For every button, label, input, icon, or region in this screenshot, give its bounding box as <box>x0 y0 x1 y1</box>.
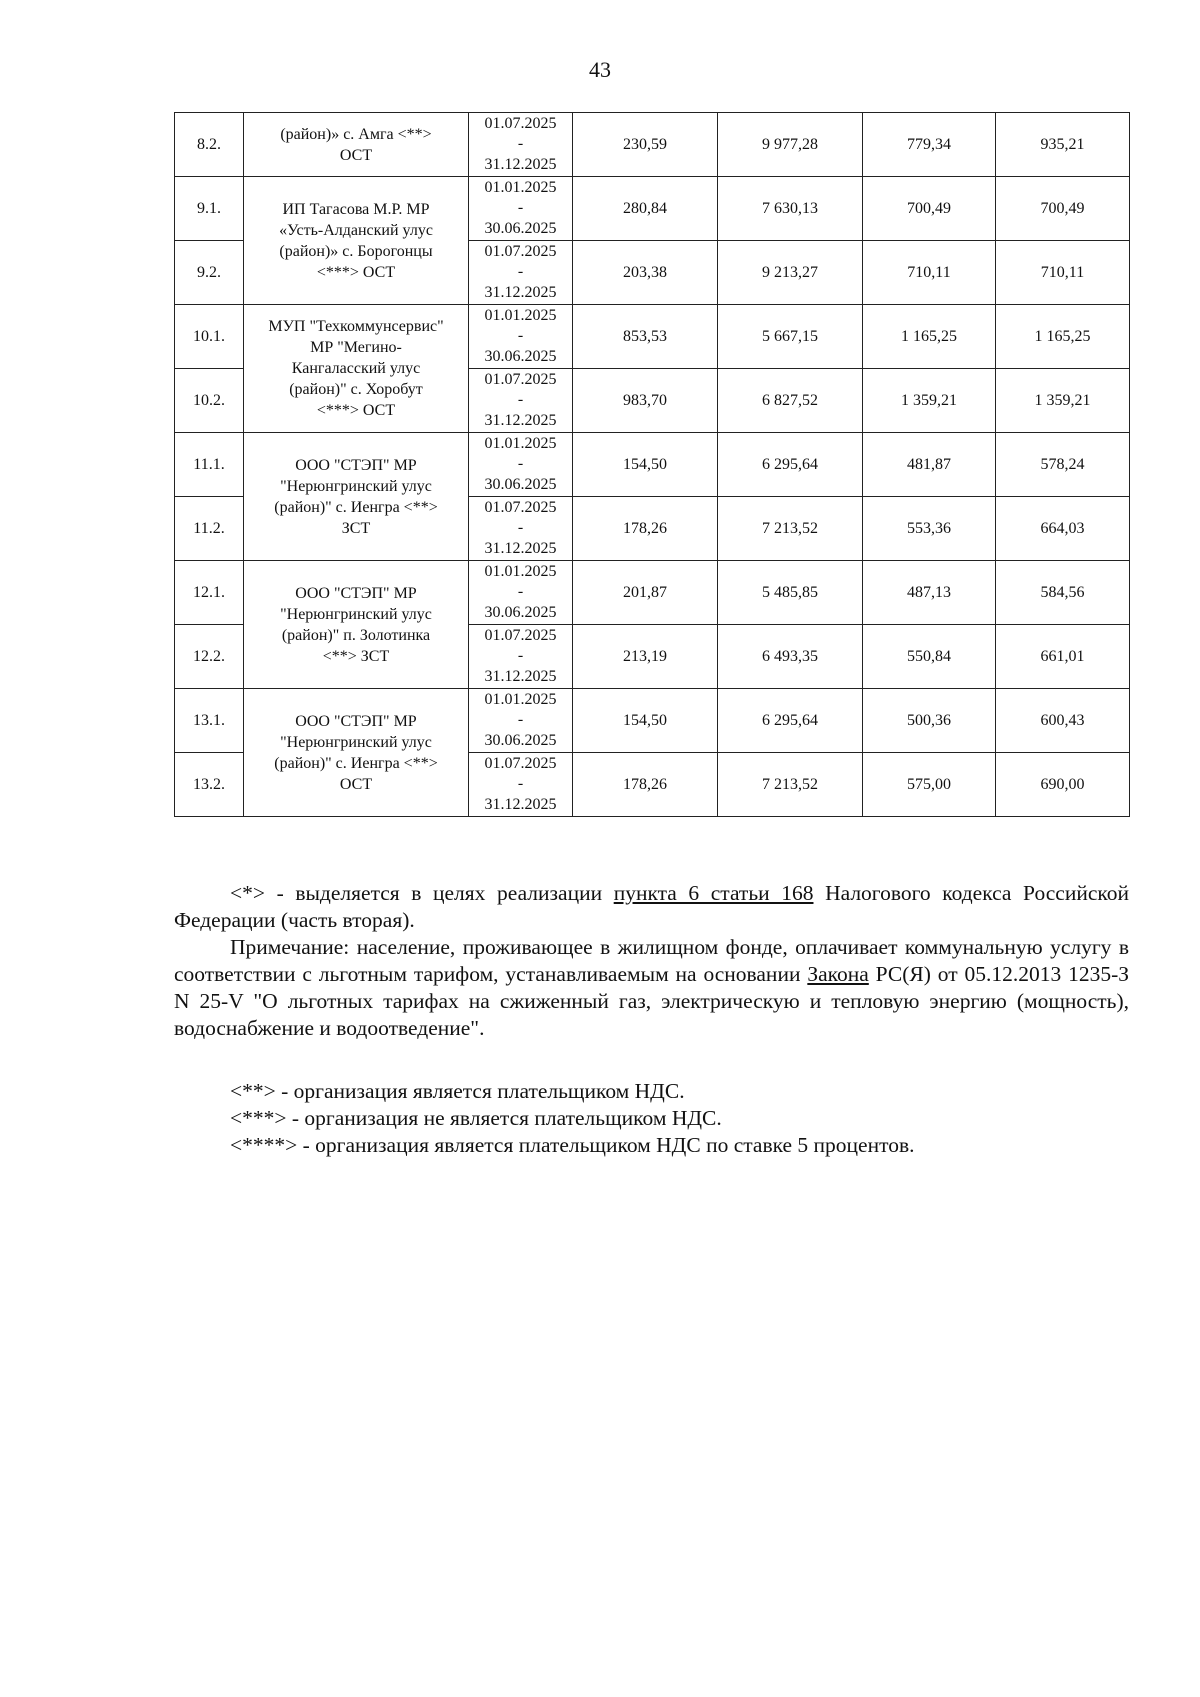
period-line: 31.12.2025 <box>484 667 557 685</box>
organization-cell <box>244 113 469 177</box>
organization-line: <***> ОСТ <box>316 402 396 419</box>
organization-line: ИП Тагасова М.Р. МР <box>282 200 430 218</box>
value-cell-4: 690,00 <box>996 753 1130 817</box>
value-cell-1: 178,26 <box>573 753 718 817</box>
value-cell-2: 5 667,15 <box>718 305 863 369</box>
value-cell-3: 500,36 <box>863 689 996 753</box>
row-number-cell: 10.2. <box>175 369 244 433</box>
period-line: 31.12.2025 <box>484 155 557 173</box>
period-line: 30.06.2025 <box>484 219 557 237</box>
period-cell <box>469 305 573 369</box>
organization-line: Кангаласский улус <box>291 360 421 377</box>
value-cell-3: 710,11 <box>863 241 996 305</box>
organization-cell <box>244 305 469 433</box>
organization-line: <***> ОСТ <box>316 263 396 281</box>
value-cell-1: 178,26 <box>573 497 718 561</box>
organization-line: (район)" с. Хоробут <box>289 381 423 398</box>
period-line: 01.01.2025 <box>484 434 557 452</box>
period-line: 30.06.2025 <box>484 731 557 749</box>
period-line: 01.07.2025 <box>484 242 557 260</box>
note-preferential-tariff: Примечание: население, проживающее в жилищном фонде, оплачивает коммунальную услугу в соответствии с льготным тарифом, устанавливаемым на основании Закона РС(Я) от 05.12.2013 1235-З N 25-V "О льготных тарифах на сжиженный газ, электрическую и тепловую энергию (мощность), водоснабжение и водоотведение". <box>174 935 1130 1040</box>
period-line: 31.12.2025 <box>484 795 557 813</box>
tax-code-link[interactable]: пункта 6 статьи 168 <box>613 881 814 905</box>
organization-line: "Нерюнгринский улус <box>280 605 432 623</box>
row-number-cell: 13.2. <box>175 753 244 817</box>
organization-line: (район)" с. Иенгра <**> <box>274 498 438 516</box>
value-cell-4: 584,56 <box>996 561 1130 625</box>
organization-line: "Нерюнгринский улус <box>280 733 432 751</box>
value-cell-1: 203,38 <box>573 241 718 305</box>
value-cell-4: 710,11 <box>996 241 1130 305</box>
value-cell-2: 7 630,13 <box>718 177 863 241</box>
value-cell-4: 578,24 <box>996 433 1130 497</box>
table-row <box>175 113 1130 177</box>
organization-cell <box>244 433 469 561</box>
value-cell-2: 7 213,52 <box>718 497 863 561</box>
organization-line: «Усть-Алданский улус <box>279 221 433 239</box>
period-line: 01.01.2025 <box>484 178 557 196</box>
table-row <box>175 305 1130 369</box>
row-number-cell: 9.1. <box>175 177 244 241</box>
period-line: 01.01.2025 <box>484 562 557 580</box>
value-cell-4: 600,43 <box>996 689 1130 753</box>
period-cell <box>469 369 573 433</box>
footnote-vat-exemption: <*> - выделяется в целях реализации пункта 6 статьи 168 Налогового кодекса Российской Федерации (часть вторая). <box>174 881 1129 932</box>
organization-line: (район)» с. Борогонцы <box>279 242 433 260</box>
period-line: 01.07.2025 <box>484 754 557 772</box>
organization-cell <box>244 561 469 689</box>
value-cell-1: 983,70 <box>573 369 718 433</box>
period-line: - <box>517 327 524 345</box>
period-line: - <box>517 391 524 409</box>
organization-line: (район)» с. Амга <**> <box>280 125 432 143</box>
organization-line: ОСТ <box>339 775 373 793</box>
organization-cell <box>244 177 469 305</box>
period-cell <box>469 433 573 497</box>
period-line: - <box>517 199 524 217</box>
period-line: 01.07.2025 <box>484 114 557 132</box>
period-line: - <box>517 583 524 601</box>
organization-cell <box>244 689 469 817</box>
organization-line: ООО "СТЭП" МР <box>295 584 417 602</box>
value-cell-1: 280,84 <box>573 177 718 241</box>
value-cell-3: 700,49 <box>863 177 996 241</box>
period-cell <box>469 561 573 625</box>
row-number-cell: 8.2. <box>175 113 244 177</box>
period-cell <box>469 625 573 689</box>
organization-line: МР "Мегино- <box>310 339 402 356</box>
period-cell <box>469 177 573 241</box>
table-row <box>175 689 1130 753</box>
value-cell-2: 5 485,85 <box>718 561 863 625</box>
value-cell-3: 575,00 <box>863 753 996 817</box>
period-line: 30.06.2025 <box>484 347 557 365</box>
period-line: - <box>517 775 524 793</box>
value-cell-4: 664,03 <box>996 497 1130 561</box>
value-cell-3: 1 359,21 <box>863 369 996 433</box>
value-cell-4: 935,21 <box>996 113 1130 177</box>
row-number-cell: 11.2. <box>175 497 244 561</box>
organization-line: МУП "Техкоммунсервис" <box>268 318 444 335</box>
period-line: - <box>517 711 524 729</box>
period-line: - <box>517 647 524 665</box>
period-line: - <box>517 135 524 153</box>
row-number-cell: 9.2. <box>175 241 244 305</box>
value-cell-4: 1 359,21 <box>996 369 1130 433</box>
organization-line: ООО "СТЭП" МР <box>295 712 417 730</box>
value-cell-3: 550,84 <box>863 625 996 689</box>
period-line: 01.07.2025 <box>484 626 557 644</box>
period-cell <box>469 113 573 177</box>
value-cell-1: 213,19 <box>573 625 718 689</box>
value-cell-2: 6 827,52 <box>718 369 863 433</box>
value-cell-2: 9 977,28 <box>718 113 863 177</box>
period-line: 30.06.2025 <box>484 475 557 493</box>
value-cell-1: 230,59 <box>573 113 718 177</box>
period-line: - <box>517 519 524 537</box>
period-line: 01.01.2025 <box>484 690 557 708</box>
tariff-table <box>174 112 1130 817</box>
period-cell <box>469 753 573 817</box>
period-cell <box>469 241 573 305</box>
period-line: 31.12.2025 <box>484 283 557 301</box>
notes-section <box>174 880 1129 1042</box>
organization-line: ООО "СТЭП" МР <box>295 456 417 474</box>
period-line: 31.12.2025 <box>484 539 557 557</box>
organization-line: (район)" п. Золотинка <box>281 626 431 644</box>
legend-item: <***> - организация не является плательщиком НДС. <box>230 1106 722 1130</box>
law-link[interactable]: Закона <box>807 962 869 986</box>
organization-line: "Нерюнгринский улус <box>280 477 432 495</box>
row-number-cell: 11.1. <box>175 433 244 497</box>
value-cell-1: 201,87 <box>573 561 718 625</box>
organization-line: (район)" с. Иенгра <**> <box>274 754 438 772</box>
period-line: 01.01.2025 <box>484 306 557 324</box>
value-cell-2: 6 295,64 <box>718 433 863 497</box>
organization-line: ЗСТ <box>341 519 371 537</box>
period-line: 30.06.2025 <box>484 603 557 621</box>
value-cell-4: 661,01 <box>996 625 1130 689</box>
value-cell-1: 853,53 <box>573 305 718 369</box>
period-cell <box>469 497 573 561</box>
page-number: 43 <box>589 57 611 82</box>
value-cell-3: 1 165,25 <box>863 305 996 369</box>
value-cell-2: 6 295,64 <box>718 689 863 753</box>
legend-item: <****> - организация является плательщиком НДС по ставке 5 процентов. <box>230 1133 915 1157</box>
value-cell-3: 553,36 <box>863 497 996 561</box>
value-cell-1: 154,50 <box>573 689 718 753</box>
table-row <box>175 561 1130 625</box>
vat-legend <box>230 1078 1130 1159</box>
period-line: 01.07.2025 <box>484 370 557 388</box>
value-cell-2: 7 213,52 <box>718 753 863 817</box>
table-row <box>175 433 1130 497</box>
table-row <box>175 177 1130 241</box>
row-number-cell: 12.2. <box>175 625 244 689</box>
legend-item: <**> - организация является плательщиком НДС. <box>230 1079 685 1103</box>
value-cell-2: 6 493,35 <box>718 625 863 689</box>
period-line: - <box>517 263 524 281</box>
row-number-cell: 12.1. <box>175 561 244 625</box>
row-number-cell: 13.1. <box>175 689 244 753</box>
value-cell-3: 779,34 <box>863 113 996 177</box>
period-cell <box>469 689 573 753</box>
period-line: - <box>517 455 524 473</box>
organization-line: ОСТ <box>339 146 373 164</box>
organization-line: <**> ЗСТ <box>322 647 390 665</box>
period-line: 31.12.2025 <box>484 411 557 429</box>
value-cell-4: 1 165,25 <box>996 305 1130 369</box>
value-cell-3: 481,87 <box>863 433 996 497</box>
value-cell-2: 9 213,27 <box>718 241 863 305</box>
period-line: 01.07.2025 <box>484 498 557 516</box>
value-cell-4: 700,49 <box>996 177 1130 241</box>
value-cell-3: 487,13 <box>863 561 996 625</box>
value-cell-1: 154,50 <box>573 433 718 497</box>
row-number-cell: 10.1. <box>175 305 244 369</box>
